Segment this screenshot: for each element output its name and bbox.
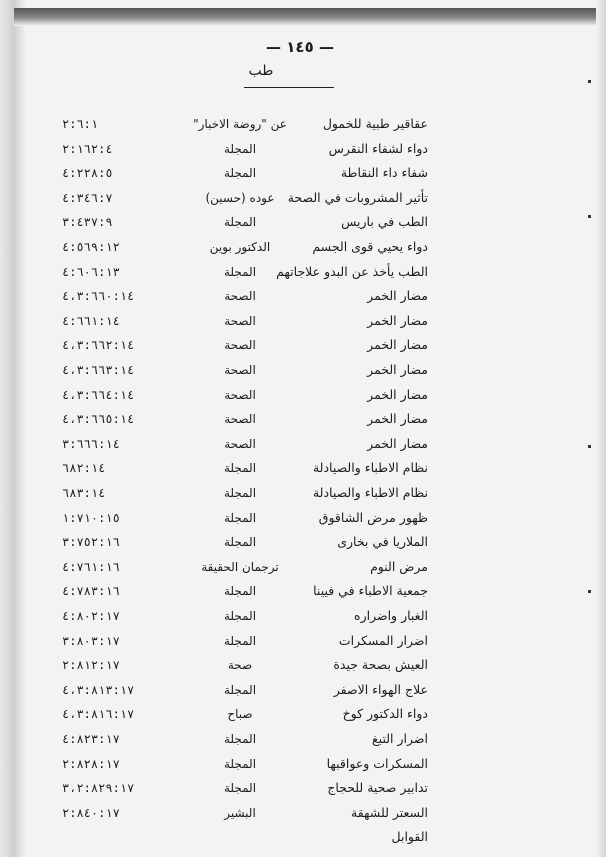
entry-source: المجلة xyxy=(223,486,257,500)
entry-title: عقاقير طبية للخمول xyxy=(322,116,428,131)
entry-reference: ٤:٦٦١:١٤ xyxy=(62,314,120,328)
entry-source: المجلة xyxy=(223,609,257,623)
entry-title: دواء يحيي قوى الجسم xyxy=(312,239,428,254)
entry-title: الملاريا في بخارى xyxy=(337,534,428,549)
index-entry-row xyxy=(0,630,606,652)
entry-reference: ٤،٣:٦٦٠:١٤ xyxy=(62,289,135,303)
index-entry-row xyxy=(0,654,606,676)
entry-source: المجلة xyxy=(223,584,257,598)
entry-title: مضار الخمر xyxy=(367,387,428,402)
entry-reference: ٦٨٣:١٤ xyxy=(62,486,106,500)
entry-reference: ٤،٣:٦٦٥:١٤ xyxy=(62,412,135,426)
entry-reference: ٤:٦٠٦:١٣ xyxy=(62,265,120,279)
entry-source: المجلة xyxy=(223,683,257,697)
entry-reference: ٤:٢٢٨:٥ xyxy=(62,166,113,180)
entry-source: المجلة xyxy=(223,265,257,279)
entry-reference: ٤،٣:٦٦٣:١٤ xyxy=(62,363,135,377)
index-entry-row xyxy=(0,384,606,406)
entry-reference: ٤:٣٤٦:٧ xyxy=(62,191,113,205)
index-entry-row xyxy=(0,261,606,283)
entry-reference: ٢:٨١٢:١٧ xyxy=(62,658,120,672)
index-entry-row xyxy=(0,605,606,627)
index-entry-row xyxy=(0,556,606,578)
index-entry-row xyxy=(0,359,606,381)
entry-title: مضار الخمر xyxy=(367,313,428,328)
entry-title: مضار الخمر xyxy=(367,337,428,352)
index-entry-row xyxy=(0,802,606,824)
entry-source: الصحة xyxy=(224,437,256,451)
entry-reference: ٦٨٢:١٤ xyxy=(62,461,106,475)
entry-source: ترجمان الحقيقة xyxy=(201,560,279,574)
entry-title: المسكرات وعواقبها xyxy=(326,756,428,771)
index-entry-row xyxy=(0,138,606,160)
entry-source: المجلة xyxy=(223,634,257,648)
entry-title: علاج الهواء الاصفر xyxy=(333,682,428,697)
index-entry-row xyxy=(0,236,606,258)
entry-title: العيش بصحة جيدة xyxy=(333,657,428,672)
entry-reference: ٣:٤٣٧:٩ xyxy=(62,215,113,229)
entry-source: المجلة xyxy=(223,757,257,771)
entry-title: مضار الخمر xyxy=(367,411,428,426)
entry-title: تدابير صحية للحجاج xyxy=(327,780,428,795)
entry-source: الصحة xyxy=(224,363,256,377)
index-entry-row xyxy=(0,433,606,455)
entry-title: الغبار واضراره xyxy=(354,608,428,623)
index-entry-row xyxy=(0,777,606,799)
entry-title: مضار الخمر xyxy=(367,362,428,377)
entry-title: دواء لشفاء النقرس xyxy=(328,141,428,156)
entry-source: صحة xyxy=(227,658,253,672)
entry-title: اضرار المسكرات xyxy=(338,633,428,648)
entry-title: الطب في باريس xyxy=(341,214,428,229)
entry-reference: ١:٧١٠:١٥ xyxy=(62,511,120,525)
entry-reference: ٣:٦٦٦:١٤ xyxy=(62,437,120,451)
entry-reference: ٢:٨٤٠:١٧ xyxy=(62,806,120,820)
entry-reference: ٣،٢:٨٢٩:١٧ xyxy=(62,781,135,795)
entry-title: تأثير المشروبات في الصحة xyxy=(287,190,428,205)
index-entry-row xyxy=(0,507,606,529)
index-entry-row xyxy=(0,826,606,848)
entry-reference: ٤:٧٨٣:١٦ xyxy=(62,584,120,598)
index-entry-row xyxy=(0,679,606,701)
section-heading: طب xyxy=(248,63,274,79)
entry-reference: ٣:٨٠٣:١٧ xyxy=(62,634,120,648)
entry-source: المجلة xyxy=(223,166,257,180)
entry-title: مرض النوم xyxy=(370,559,428,574)
entry-source: البشير xyxy=(224,806,256,820)
entry-source: عن "روضة الاخبار" xyxy=(193,117,287,131)
entry-source: الصحة xyxy=(224,314,256,328)
entry-source: الدكتور بوين xyxy=(209,240,271,254)
index-entry-row xyxy=(0,482,606,504)
entry-reference: ٤،٣:٨١٣:١٧ xyxy=(62,683,135,697)
index-entry-row xyxy=(0,457,606,479)
entry-source: صباح xyxy=(227,707,253,721)
entry-title: شفاء داء النقاطة xyxy=(340,165,428,180)
entry-source: الصحة xyxy=(224,338,256,352)
entry-source: الصحة xyxy=(224,289,256,303)
page-number: — ١٤٥ — xyxy=(266,38,334,56)
entry-title: القوابل xyxy=(391,829,428,844)
entry-source: عوده (حسين) xyxy=(205,191,275,205)
entry-reference: ٤:٨٢٣:١٧ xyxy=(62,732,120,746)
entry-reference: ٤،٣:٨١٦:١٧ xyxy=(62,707,135,721)
entry-source: المجلة xyxy=(223,215,257,229)
index-entry-row xyxy=(0,211,606,233)
entry-reference: ٢:٨٢٨:١٧ xyxy=(62,757,120,771)
entry-source: الصحة xyxy=(224,412,256,426)
entry-source: المجلة xyxy=(223,732,257,746)
entry-title: دواء الدكتور كوخ xyxy=(342,706,428,721)
index-entry-row xyxy=(0,162,606,184)
entry-source: المجلة xyxy=(223,461,257,475)
entry-reference: ٤،٣:٦٦٢:١٤ xyxy=(62,338,135,352)
index-entry-row xyxy=(0,753,606,775)
entry-title: مضار الخمر xyxy=(367,436,428,451)
entry-source: المجلة xyxy=(223,511,257,525)
entry-source: المجلة xyxy=(223,142,257,156)
index-entry-row xyxy=(0,703,606,725)
entry-source: الصحة xyxy=(224,388,256,402)
entry-reference: ٤:٨٠٢:١٧ xyxy=(62,609,120,623)
entry-title: جمعية الاطباء في فيينا xyxy=(313,583,428,598)
index-entry-row xyxy=(0,334,606,356)
index-entry-row xyxy=(0,728,606,750)
entry-reference: ٣:٧٥٢:١٦ xyxy=(62,535,120,549)
entry-title: نظام الاطباء والصيادلة xyxy=(312,485,428,500)
index-entry-row xyxy=(0,531,606,553)
entry-reference: ٤:٧٦١:١٦ xyxy=(62,560,120,574)
entry-source: المجلة xyxy=(223,781,257,795)
entry-source: المجلة xyxy=(223,535,257,549)
index-entry-row xyxy=(0,113,606,135)
entry-title: اضرار التبغ xyxy=(372,731,428,746)
entry-title: السعتر للشهقة xyxy=(351,805,428,820)
index-entry-row xyxy=(0,408,606,430)
entry-reference: ٤:٥٦٩:١٢ xyxy=(62,240,120,254)
entry-title: نظام الاطباء والصيادلة xyxy=(312,460,428,475)
entry-title: الطب يأخذ عن البدو علاجاتهم xyxy=(276,264,428,279)
index-entry-row xyxy=(0,187,606,209)
entry-reference: ٤،٣:٦٦٤:١٤ xyxy=(62,388,135,402)
index-entry-row xyxy=(0,285,606,307)
entry-reference: ٢:٦:١ xyxy=(62,117,99,131)
entry-title: ظهور مرض الشاقوق xyxy=(318,510,428,525)
index-entry-row xyxy=(0,580,606,602)
entry-reference: ٢:١٦٢:٤ xyxy=(62,142,113,156)
entry-title: مضار الخمر xyxy=(367,288,428,303)
index-entry-row xyxy=(0,310,606,332)
